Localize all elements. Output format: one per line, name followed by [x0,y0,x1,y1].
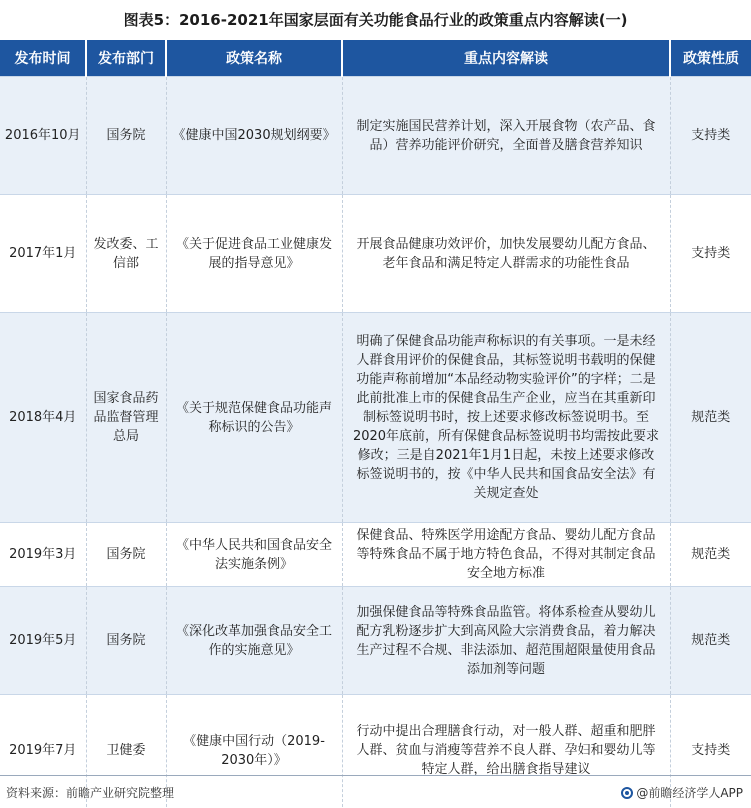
header-content: 重点内容解读 [342,40,670,77]
header-name: 政策名称 [166,40,342,77]
table-row [0,195,751,313]
cell-nature: 支持类 [670,195,751,313]
table-row [0,77,751,195]
cell-content: 明确了保健食品功能声称标识的有关事项。一是未经人群食用评价的保健食品，其标签说明书载明的保健功能声称前增加“本品经动物实验评价”的字样；二是此前批准上市的保健食品生产企业，应当在其重新印制标签说明书时，按上述要求修改标签说明书。至2020年底前，所有保健食品标签说明书均需按此要求修改；三是自2021年1月1日起，未按上述要求修改标签说明书的，按《中华人民共和国食品安全法》有关规定查处 [342,313,670,523]
cell-date: 2018年4月 [0,313,86,523]
cell-dept: 发改委、工信部 [86,195,166,313]
cell-content: 加强保健食品等特殊食品监管。将体系检查从婴幼儿配方乳粉逐步扩大到高风险大宗消费食品，着力解决生产过程不合规、非法添加、超范围超限量使用食品添加剂等问题 [342,587,670,695]
brand-label: @前瞻经济学人APP [636,786,743,800]
table-row [0,313,751,523]
cell-content: 制定实施国民营养计划，深入开展食物（农产品、食品）营养功能评价研究，全面普及膳食营养知识 [342,77,670,195]
cell-dept: 卫健委 [86,695,166,807]
table-row [0,523,751,587]
footer [0,775,751,808]
cell-name: 《关于规范保健食品功能声称标识的公告》 [166,313,342,523]
cell-dept: 国务院 [86,77,166,195]
header-date: 发布时间 [0,40,86,77]
cell-name: 《健康中国2030规划纲要》 [166,77,342,195]
cell-nature: 支持类 [670,695,751,807]
cell-content: 保健食品、特殊医学用途配方食品、婴幼儿配方食品等特殊食品不属于地方特色食品，不得对其制定食品安全地方标准 [342,523,670,587]
cell-nature: 规范类 [670,523,751,587]
brand [621,784,743,801]
cell-name: 《中华人民共和国食品安全法实施条例》 [166,523,342,587]
table-header-row [0,40,751,77]
cell-dept: 国家食品药品监督管理总局 [86,313,166,523]
cell-name: 《健康中国行动（2019-2030年）》 [166,695,342,807]
brand-logo-icon [621,787,633,799]
cell-content: 行动中提出合理膳食行动，对一般人群、超重和肥胖人群、贫血与消瘦等营养不良人群、孕妇和婴幼儿等特定人群，给出膳食指导建议 [342,695,670,807]
cell-dept: 国务院 [86,587,166,695]
cell-nature: 支持类 [670,77,751,195]
cell-content: 开展食品健康功效评价，加快发展婴幼儿配方食品、老年食品和满足特定人群需求的功能性食品 [342,195,670,313]
cell-name: 《深化改革加强食品安全工作的实施意见》 [166,587,342,695]
cell-dept: 国务院 [86,523,166,587]
cell-date: 2017年1月 [0,195,86,313]
chart-title: 图表5：2016-2021年国家层面有关功能食品行业的政策重点内容解读(一) [123,11,628,29]
cell-date: 2019年3月 [0,523,86,587]
cell-date: 2019年7月 [0,695,86,807]
cell-date: 2019年5月 [0,587,86,695]
source-note: 资料来源：前瞻产业研究院整理 [6,786,175,800]
policy-table [0,40,751,807]
cell-date: 2016年10月 [0,77,86,195]
header-dept: 发布部门 [86,40,166,77]
header-nature: 政策性质 [670,40,751,77]
table-row [0,587,751,695]
cell-nature: 规范类 [670,587,751,695]
cell-name: 《关于促进食品工业健康发展的指导意见》 [166,195,342,313]
cell-nature: 规范类 [670,313,751,523]
